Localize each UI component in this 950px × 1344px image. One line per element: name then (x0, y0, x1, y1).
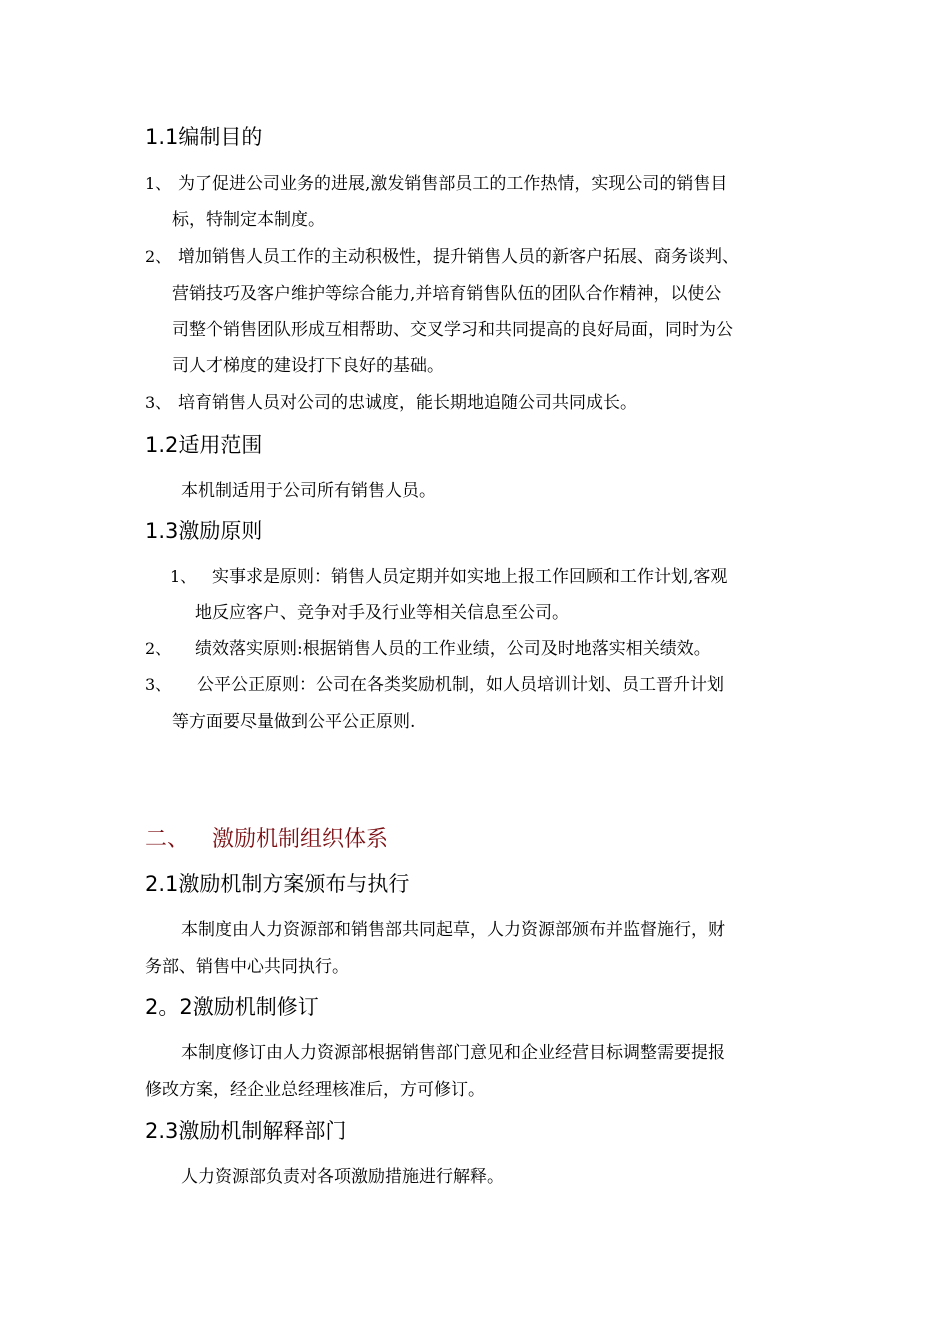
section-1-2-body: 本机制适用于公司所有销售人员。 (181, 481, 436, 501)
section-2-2-heading: 2。2激励机制修订 (145, 995, 319, 1019)
item-1-1-3-number: 3、 (145, 393, 172, 412)
item-1-3-1-number: 1、 (170, 567, 197, 586)
item-1-1-3-line-1: 培育销售人员对公司的忠诚度，能长期地追随公司共同成长。 (178, 393, 637, 413)
section-2-1-line-2: 务部、销售中心共同执行。 (145, 957, 349, 977)
chapter-2-number: 二、 (145, 827, 190, 852)
item-1-1-2-line-2: 营销技巧及客户维护等综合能力,并培育销售队伍的团队合作精神，以使公 (172, 284, 722, 304)
section-2-3-heading: 2.3激励机制解释部门 (145, 1119, 347, 1143)
item-1-3-3-number: 3、 (145, 675, 172, 694)
item-1-3-1-line-1: 实事求是原则：销售人员定期并如实地上报工作回顾和工作计划,客观 (212, 567, 728, 587)
item-1-1-1-line-2: 标，特制定本制度。 (172, 210, 325, 230)
item-1-3-3-line-2: 等方面要尽量做到公平公正原则. (172, 712, 416, 732)
item-1-1-1-number: 1、 (145, 174, 172, 193)
item-1-3-2-number: 2、 (145, 639, 172, 658)
section-2-1-line-1: 本制度由人力资源部和销售部共同起草，人力资源部颁布并监督施行，财 (181, 920, 725, 940)
item-1-1-2-line-4: 司人才梯度的建设打下良好的基础。 (172, 356, 444, 376)
item-1-3-3-line-1: 公平公正原则：公司在各类奖励机制，如人员培训计划、员工晋升计划 (197, 675, 724, 695)
item-1-1-2-line-1: 增加销售人员工作的主动积极性，提升销售人员的新客户拓展、商务谈判、 (178, 247, 739, 267)
item-1-3-1-line-2: 地反应客户、竞争对手及行业等相关信息至公司。 (195, 603, 569, 623)
item-1-1-2-number: 2、 (145, 247, 172, 266)
section-1-1-heading: 1.1编制目的 (145, 125, 263, 149)
section-2-2-line-2: 修改方案，经企业总经理核准后，方可修订。 (145, 1080, 485, 1100)
chapter-2-title: 激励机制组织体系 (212, 827, 389, 852)
section-2-1-heading: 2.1激励机制方案颁布与执行 (145, 872, 410, 896)
section-1-3-heading: 1.3激励原则 (145, 519, 263, 543)
section-2-3-body: 人力资源部负责对各项激励措施进行解释。 (181, 1167, 504, 1187)
item-1-1-1-line-1: 为了促进公司业务的进展,激发销售部员工的工作热情，实现公司的销售目 (178, 174, 728, 194)
section-2-2-line-1: 本制度修订由人力资源部根据销售部门意见和企业经营目标调整需要提报 (181, 1043, 725, 1063)
item-1-3-2-line-1: 绩效落实原则:根据销售人员的工作业绩，公司及时地落实相关绩效。 (195, 639, 711, 659)
section-1-2-heading: 1.2适用范围 (145, 433, 263, 457)
item-1-1-2-line-3: 司整个销售团队形成互相帮助、交叉学习和共同提高的良好局面，同时为公 (172, 320, 733, 340)
